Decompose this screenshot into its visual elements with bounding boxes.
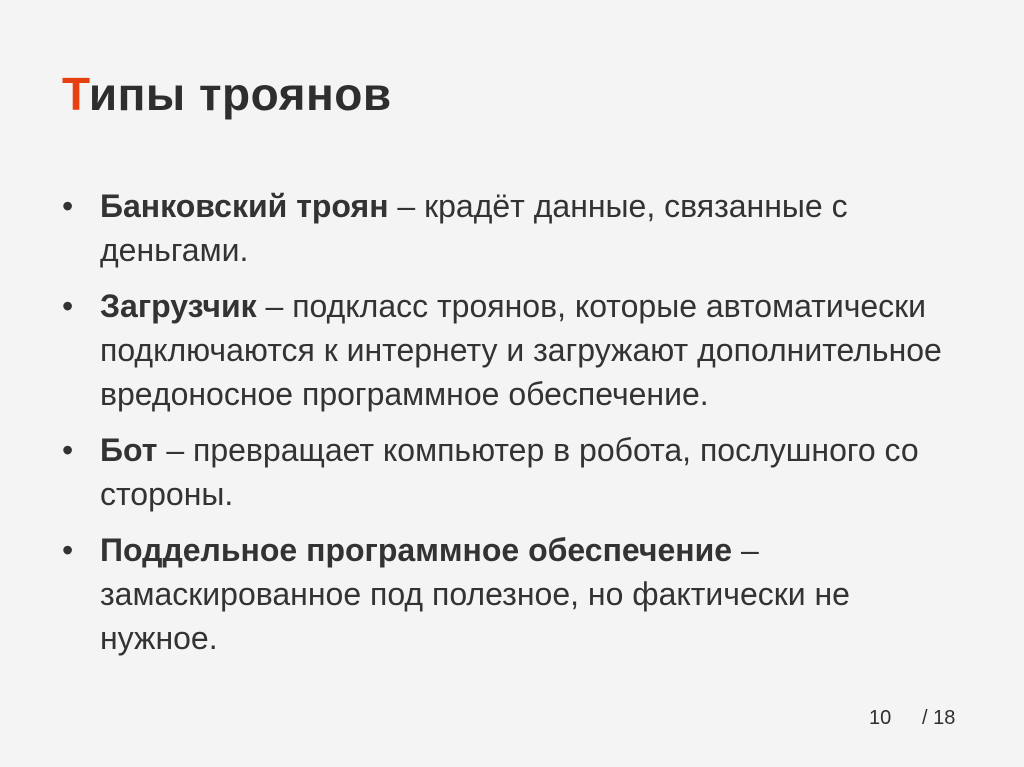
bullet-dot-icon: • [62,188,74,224]
bullet-term: Загрузчик [100,288,257,324]
bullet-item-downloader [62,284,962,416]
bullet-item-fake-software [62,528,962,660]
slide-title-rest: ипы троянов [88,68,392,120]
bullet-term: Бот [100,432,158,468]
bullet-item-banking-trojan [62,184,962,272]
page-number-current: 10 [869,707,892,729]
bullet-term: Банковский троян [100,188,389,224]
bullet-text: – крадёт данные, связанные с деньгами. [100,188,848,268]
bullet-dot-icon: • [62,532,74,568]
bullet-text: – подкласс троянов, которые автоматически подключаются к интернету и загружают дополнительное вредоносное программное обеспечение. [100,288,942,412]
slide-title [62,66,392,122]
bullet-dot-icon: • [62,288,74,324]
slide-title-first-letter: Т [62,68,89,120]
bullet-item-bot [62,428,962,516]
bullet-text: – превращает компьютер в робота, послушного со стороны. [100,432,919,512]
bullet-text: – замаскированное под полезное, но фактически не нужное. [100,532,850,656]
bullet-term: Поддельное программное обеспечение [100,532,733,568]
page-number-total: / 18 [922,707,956,729]
bullet-dot-icon: • [62,432,74,468]
bullet-list [62,184,962,672]
